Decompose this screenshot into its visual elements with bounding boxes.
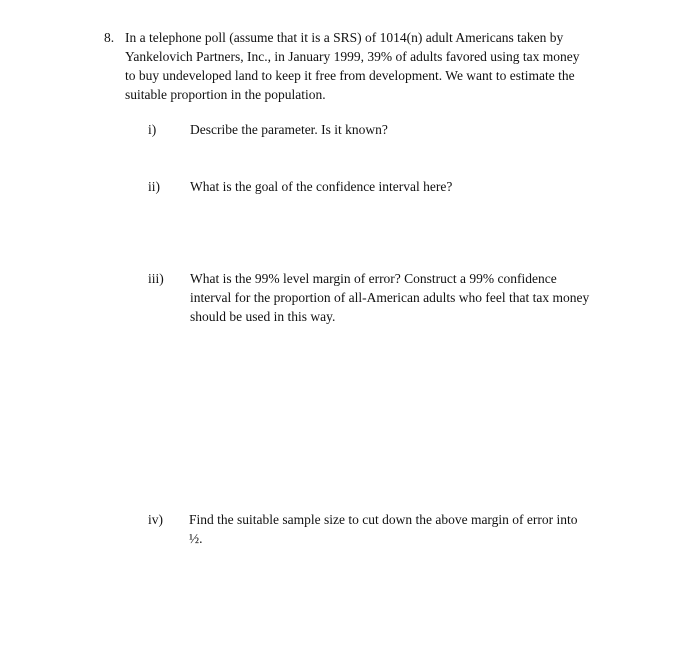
question-text: In a telephone poll (assume that it is a SRS) of 1014(n) adult Americans taken by Yankelovich Partners, Inc., in January 1999, 39% of adults favored using tax money to buy undeveloped land to keep it free from development. We want to estimate the suitable proportion in the population. (125, 30, 580, 102)
part-iv-label: iv) (148, 512, 163, 527)
part-iii-text: What is the 99% level margin of error? Construct a 99% confidence interval for the proportion of all-American adults who feel that tax money should be used in this way. (190, 271, 590, 324)
part-ii-text: What is the goal of the confidence interval here? (190, 179, 453, 194)
part-iv-text: Find the suitable sample size to cut down the above margin of error into ½. (189, 512, 578, 546)
part-i-text: Describe the parameter. Is it known? (190, 122, 388, 137)
part-iii-label: iii) (148, 271, 164, 286)
question-number: 8. (104, 30, 115, 45)
part-i-label: i) (148, 122, 157, 137)
part-ii-label: ii) (148, 179, 160, 194)
